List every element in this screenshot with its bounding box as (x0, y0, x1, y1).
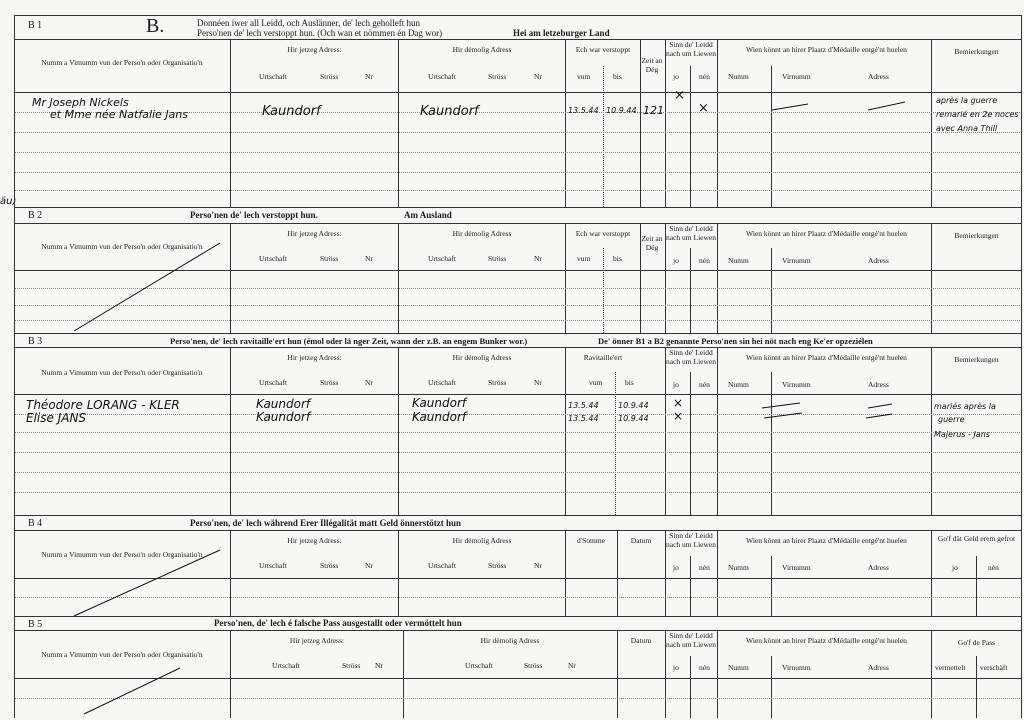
b3-remark3: Majerus - Jans (934, 430, 990, 439)
b3-col-medal: Wien könnt an hirer Plaatz d'Médaille entgé'nt huelen (746, 353, 907, 362)
b1-entry-current: Kaundorf (262, 104, 321, 119)
b1-col-old-locality: Urtschaft (428, 72, 456, 81)
b1-col-to: bis (613, 72, 622, 81)
b3-col-old-locality: Urtschaft (428, 378, 456, 387)
b3-entry-current2: Kaundorf (256, 410, 311, 424)
b3-entry-current1: Kaundorf (256, 397, 311, 411)
b1-col-alive: Sinn de' Leidd nach um Liewen (666, 40, 716, 58)
b3-vline (771, 372, 772, 515)
b2-col-m-first: Virnumm (782, 256, 811, 265)
b1-row-line (14, 152, 1022, 153)
b1-mark-yes: × (674, 88, 685, 103)
b5-col-old-locality: Urtschaft (465, 661, 493, 670)
b1-col-m-addr: Adress (868, 72, 889, 81)
b4-col-money-yes: jo (952, 563, 958, 572)
margin-note: äu) (0, 196, 17, 207)
b3-vline (565, 347, 566, 515)
b4-col-old-locality: Urtschaft (428, 561, 456, 570)
b1-row-line (14, 190, 1022, 191)
b4-col-nr: Nr (365, 561, 373, 570)
b1-title-line1: Donnéen iwer all Leidd, och Auslänner, de' lech geholleft hun (197, 18, 420, 28)
b5-col-no: nén (699, 663, 710, 672)
b4-top-border (14, 515, 1022, 516)
b1-medal-dashes (720, 92, 930, 122)
b1-big-letter: B. (146, 15, 165, 37)
b4-col-m-name: Numm (728, 563, 749, 572)
b2-title-right: Am Ausland (404, 210, 452, 220)
b1-title-right: Hei am letzeburger Land (513, 28, 610, 38)
b1-col-from: vum (577, 72, 591, 81)
b1-col-old-address: Hir démolig Adress (452, 45, 512, 54)
b1-col-yes: jo (673, 72, 679, 81)
b5-col-yes: jo (673, 663, 679, 672)
b3-col-name: Numm a Vimumm vun der Perso'n oder Organisatio'n (41, 368, 203, 377)
strike-mark (74, 243, 220, 331)
b3-vline (665, 347, 666, 515)
b4-vline (976, 556, 977, 616)
b4-vline (717, 530, 718, 616)
b2-col-street: Ströss (320, 254, 339, 263)
b1-top-border (14, 15, 1022, 16)
b5-strikethrough-line (70, 650, 230, 718)
b3-row-line (14, 492, 1022, 493)
b5-col-m-addr: Adress (868, 663, 889, 672)
b1-entry-to: 10.9.44 (606, 106, 637, 115)
b4-vline (617, 530, 618, 616)
strike-mark (84, 668, 180, 714)
b3-row-line (14, 472, 1022, 473)
right-border (1021, 15, 1022, 718)
b3-vline (398, 347, 399, 515)
b2-strikethrough-line (60, 235, 230, 335)
b3-remark1: mariés après la (934, 402, 996, 411)
b4-col-date: Datum (630, 536, 652, 545)
b1-col-hidden: Ech war verstoppt (575, 45, 631, 54)
b1-vline (931, 39, 932, 207)
b1-vline (398, 39, 399, 207)
b3-vline (717, 347, 718, 515)
b4-col-money-back: Go'f dät Geld erem gefrot (937, 534, 1016, 543)
b5-col-old-address: Hir démolig Adress (480, 636, 540, 645)
b3-top-border (14, 333, 1022, 334)
b5-code: B 5 (28, 619, 43, 630)
b3-col-m-name: Numm (728, 380, 749, 389)
b1-col-nr: Nr (365, 72, 373, 81)
b2-vline (717, 223, 718, 333)
b4-vline (230, 530, 231, 616)
b5-vline (665, 630, 666, 718)
b5-col-m-name: Numm (728, 663, 749, 672)
b2-col-locality: Urtschaft (259, 254, 287, 263)
b5-vline (771, 656, 772, 718)
b1-row-line (14, 132, 1022, 133)
b4-code: B 4 (28, 518, 43, 529)
b1-remark2: remarié en 2e noces (936, 110, 1019, 119)
b4-col-old-address: Hir démolig Adress (452, 536, 512, 545)
b2-col-to: bis (613, 254, 622, 263)
dash-mark (772, 104, 808, 110)
b2-col-days: Zeit an Dég (641, 234, 663, 252)
b1-col-old-nr: Nr (534, 72, 542, 81)
b5-vline (403, 630, 404, 718)
b3-entry-to2: 10.9.44 (618, 414, 649, 423)
b3-entry-old2: Kaundorf (412, 410, 467, 424)
b3-col-alive: Sinn de' Leidd nach um Liewen (666, 348, 716, 366)
b5-col-old-street: Ströss (524, 661, 543, 670)
b1-col-remarks: Bemierkungen (954, 47, 999, 56)
b4-col-money-no: nén (988, 563, 999, 572)
b3-header-top (14, 347, 1022, 348)
b2-col-yes: jo (673, 256, 679, 265)
b1-vline (603, 66, 604, 207)
b2-vline (931, 223, 932, 333)
b1-vline (690, 66, 691, 207)
b1-col-locality: Urtschaft (259, 72, 287, 81)
b5-col-street: Ströss (342, 661, 361, 670)
b4-col-sum: d'Somme (576, 536, 606, 545)
b5-vline (617, 630, 618, 718)
b5-col-name: Numm a Vimumm vun der Perso'n oder Organisatio'n (41, 650, 203, 659)
dash-mark (868, 102, 905, 110)
b3-entry-old1: Kaundorf (412, 396, 467, 410)
b3-col-to: bis (625, 378, 634, 387)
dash-mark (868, 404, 892, 408)
b2-vline (665, 223, 666, 333)
b3-mark-yes2: × (673, 409, 684, 423)
b3-mark-yes1: × (673, 396, 684, 410)
b1-title-line2: Perso'nen de' lech verstoppt hun. (Och wan et nömmen én Dag wor) (197, 28, 443, 38)
b2-col-medal: Wien könnt an hirer Plaatz d'Médaille entgé'nt huelen (746, 229, 907, 238)
b5-col-date: Datum (630, 636, 652, 645)
b1-entry-name1: Mr Joseph Nickels (32, 96, 129, 109)
b5-col-m-first: Virnumm (782, 663, 811, 672)
b3-col-from: vum (589, 378, 603, 387)
b3-col-nr: Nr (365, 378, 373, 387)
b3-entry-from1: 13.5.44 (568, 401, 599, 410)
b5-top-border (14, 616, 1022, 617)
b1-col-days: Zeit an Dég (641, 56, 663, 74)
b2-col-old-locality: Urtschaft (428, 254, 456, 263)
b3-entry-to1: 10.9.44 (618, 401, 649, 410)
b1-col-medal: Wien könnt an hirer Plaatz d'Médaille entgé'nt huelen (746, 45, 907, 54)
b4-col-alive: Sinn de' Leidd nach um Liewen (666, 531, 716, 549)
b3-entry-name2: Elise JANS (26, 411, 87, 425)
b2-col-m-addr: Adress (868, 256, 889, 265)
b4-col-name: Numm a Vimumm vun der Perso'n oder Organisatio'n (41, 550, 203, 559)
b2-code: B 2 (28, 210, 43, 221)
b5-vline (690, 656, 691, 718)
b3-medal-dashes (720, 396, 930, 426)
b1-vline (771, 66, 772, 207)
b4-vline (771, 556, 772, 616)
b2-col-no: nén (699, 256, 710, 265)
b2-col-remarks: Bemierkungen (954, 231, 999, 240)
b4-vline (665, 530, 666, 616)
b3-entry-from2: 13.5.44 (568, 414, 599, 423)
b5-vline (230, 630, 231, 718)
b2-col-old-street: Ströss (488, 254, 507, 263)
b4-col-old-nr: Nr (534, 561, 542, 570)
b1-remark3: avec Anna Thill (936, 124, 998, 133)
b1-col-current-address: Hir jetzeg Adress: (287, 45, 342, 54)
b4-strikethrough-line (60, 540, 230, 620)
b4-vline (398, 530, 399, 616)
b4-vline (565, 530, 566, 616)
b1-col-no: nén (699, 72, 710, 81)
b5-col-issued: vermettelt (935, 663, 966, 672)
b3-col-old-nr: Nr (534, 378, 542, 387)
b3-col-supplied: Ravitaille'ert (583, 353, 623, 362)
b2-col-from: vum (577, 254, 591, 263)
b3-entry-name1: Théodore LORANG - KLER (26, 398, 180, 412)
b4-vline (931, 530, 932, 616)
b3-col-yes: jo (673, 380, 679, 389)
b1-code: B 1 (28, 20, 43, 31)
b1-remark1: après la guerre (936, 96, 998, 105)
b1-col-name: Numm a Vimumm vun der Perso'n oder Organisatio'n (41, 58, 203, 67)
b1-vline (665, 39, 666, 207)
b3-row-line (14, 452, 1022, 453)
b3-vline (931, 347, 932, 515)
b1-col-old-street: Ströss (488, 72, 507, 81)
b1-entry-name2: et Mme née Natfalie Jans (50, 108, 189, 121)
b2-top-border (14, 207, 1022, 208)
b3-remark2: guerre (938, 415, 965, 424)
b5-col-medal: Wien könnt an hirer Plaatz d'Médaille entgé'nt huelen (746, 636, 907, 645)
b2-col-old-nr: Nr (534, 254, 542, 263)
b5-col-current-address: Hir jetzeg Adress: (289, 636, 345, 645)
left-border (14, 15, 15, 718)
b3-col-current-address: Hir jetzeg Adress: (287, 353, 342, 362)
b4-vline (690, 556, 691, 616)
b2-vline (565, 223, 566, 333)
b4-header-top (14, 530, 1022, 531)
b2-header-top (14, 223, 1022, 224)
b2-col-alive: Sinn de' Leidd nach um Liewen (666, 224, 716, 242)
b1-col-street: Ströss (320, 72, 339, 81)
b3-title: Perso'nen, de' lech ravitaille'ert hun (émol oder lä nger Zeit, wann der z.B. an engem Bunker wor.) (170, 336, 528, 346)
dash-mark (764, 413, 802, 418)
b4-col-old-street: Ströss (488, 561, 507, 570)
b3-col-locality: Urtschaft (259, 378, 287, 387)
b3-col-remarks: Bemierkungen (954, 355, 999, 364)
b4-col-m-addr: Adress (868, 563, 889, 572)
b2-col-current-address: Hir jetzeg Adress: (287, 229, 342, 238)
b2-col-old-address: Hir démolig Adress (452, 229, 512, 238)
b4-col-street: Ströss (320, 561, 339, 570)
b4-col-m-first: Virnumm (782, 563, 811, 572)
b1-vline (717, 39, 718, 207)
b3-col-m-first: Virnumm (782, 380, 811, 389)
b2-col-nr: Nr (365, 254, 373, 263)
b3-vline (690, 372, 691, 515)
b3-row-line (14, 432, 1022, 433)
b5-col-old-nr: Nr (568, 661, 576, 670)
b4-col-current-address: Hir jetzeg Adress: (287, 536, 342, 545)
b5-vline (931, 630, 932, 718)
b3-col-street: Ströss (320, 378, 339, 387)
b4-col-locality: Urtschaft (259, 561, 287, 570)
b3-vline (615, 372, 616, 515)
b1-vline (640, 39, 641, 207)
b1-mark-no: × (698, 101, 709, 116)
b3-code: B 3 (28, 336, 43, 347)
b3-col-no: nén (699, 380, 710, 389)
b5-vline (976, 656, 977, 718)
b1-col-m-first: Virnumm (782, 72, 811, 81)
dash-mark (762, 403, 800, 408)
b2-vline (398, 223, 399, 333)
b2-col-m-name: Numm (728, 256, 749, 265)
b5-col-nr: Nr (375, 661, 383, 670)
b3-vline (230, 347, 231, 515)
b1-entry-from: 13.5.44 (568, 106, 599, 115)
b1-col-m-name: Numm (728, 72, 749, 81)
b3-title-right: De' önner B1 a B2 genannte Perso'nen sin hei nöt nach eng Ke'er opzeziélen (598, 336, 873, 346)
b2-col-name: Numm a Vimumm vun der Perso'n oder Organisatio'n (41, 242, 203, 251)
b3-col-old-address: Hir démolig Adress (452, 353, 512, 362)
b1-entry-old: Kaundorf (420, 104, 479, 119)
b2-col-hidden: Ech war verstoppt (575, 229, 631, 238)
b3-col-old-street: Ströss (488, 378, 507, 387)
b5-title: Perso'nen, de' lech é falsche Pass ausgestallt oder vermöttelt hun (214, 618, 462, 628)
b2-vline (230, 223, 231, 333)
b3-col-m-addr: Adress (868, 380, 889, 389)
strike-mark (74, 550, 220, 616)
b5-col-locality: Urtschaft (272, 661, 300, 670)
b5-vline (717, 630, 718, 718)
b1-vline (230, 39, 231, 207)
b4-col-yes: jo (673, 563, 679, 572)
b1-row-line (14, 172, 1022, 173)
dash-mark (866, 414, 892, 418)
b4-col-no: nén (699, 563, 710, 572)
b1-entry-days: 121 (643, 104, 664, 117)
b2-vline (640, 223, 641, 333)
b2-title: Perso'nen de' lech verstoppt hun. (190, 210, 318, 220)
b5-col-alive: Sinn de' Leidd nach um Liewen (666, 631, 716, 649)
b4-col-medal: Wien könnt an hirer Plaatz d'Médaille entgé'nt huelen (746, 536, 907, 545)
b5-col-made: verschäft (980, 663, 1008, 672)
b4-title: Perso'nen, de' lech während Erer Illégalität matt Geld önnerstötzt hun (190, 518, 461, 528)
b5-header-top (14, 630, 1022, 631)
b1-header-top (14, 39, 1022, 40)
b5-col-passes: Go'f de Pass (957, 638, 996, 647)
b3-header-bottom (14, 394, 1022, 395)
b1-vline (565, 39, 566, 207)
